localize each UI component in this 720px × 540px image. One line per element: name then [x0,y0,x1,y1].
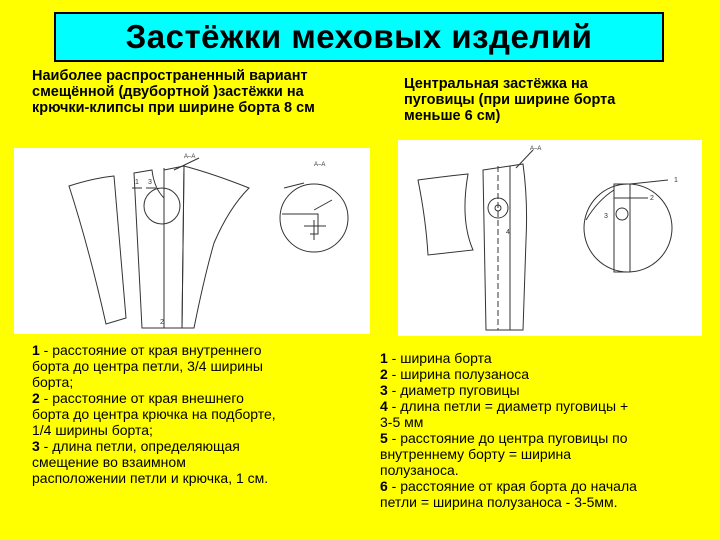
left-pattern-figure [14,148,370,334]
caption-line [380,462,637,478]
right-subtitle-line: пуговицы (при ширине борта [404,92,616,108]
caption-text: - длина петли, определяющая [39,438,240,454]
caption-text: - расстояние от края внутреннего [39,342,262,358]
caption-line [380,350,637,366]
callout-number: 2 [160,319,164,326]
caption-line [32,358,276,374]
section-detail-circle [584,184,672,272]
caption-line [32,390,276,406]
caption-text: полузаноса. [380,462,459,478]
detail-circle [144,188,180,224]
section-label: А–А [314,162,326,168]
right-pattern-figure [398,140,702,336]
caption-number: 4 [380,398,388,414]
caption-number: 3 [380,382,388,398]
caption-number: 5 [380,430,388,446]
section-label: А–А [184,154,196,160]
callout-number: 1 [674,177,678,184]
left-caption [32,342,276,486]
caption-line [32,454,276,470]
caption-text: петли = ширина полузаноса - 3-5мм. [380,494,618,510]
front-panel-shape [69,176,126,324]
right-caption [380,350,637,510]
caption-line [380,494,637,510]
section-label: А–А [530,146,542,152]
page-title: Застёжки меховых изделий [125,18,593,55]
caption-text: - ширина полузаноса [387,366,530,382]
title-banner [54,12,664,62]
left-subtitle-line: Наиболее распространенный вариант [32,68,308,84]
callout-number: 4 [506,229,510,236]
caption-line [380,398,637,414]
caption-line [380,478,637,494]
caption-line [380,366,637,382]
caption-line [32,406,276,422]
caption-text: - расстояние от края внешнего [39,390,244,406]
caption-text: - ширина борта [387,350,492,366]
right-subtitle-line: Центральная застёжка на [404,76,588,92]
caption-text: смещение во взаимном [32,454,186,470]
caption-text: - расстояние от края борта до начала [387,478,637,494]
callout-number: 1 [135,179,139,186]
caption-text: 3-5 мм [380,414,424,430]
caption-text: борта до центра петли, 3/4 ширины [32,358,263,374]
centre-front-shape [483,166,510,330]
caption-text: борта; [32,374,74,390]
left-subtitle-line: крючки-клипсы при ширине борта 8 см [32,100,315,116]
caption-number: 2 [32,390,40,406]
caption-number: 3 [32,438,40,454]
back-panel-shape [182,166,249,328]
caption-number: 2 [380,366,388,382]
caption-line [32,374,276,390]
caption-text: - расстояние до центра пуговицы по [387,430,628,446]
caption-number: 6 [380,478,388,494]
right-subtitle [404,76,615,124]
caption-line [380,382,637,398]
callout-number: 3 [604,213,608,220]
caption-text: - длина петли = диаметр пуговицы + [387,398,629,414]
caption-line [380,430,637,446]
front-panel-shape [418,174,473,255]
caption-text: внутреннему борту = ширина [380,446,572,462]
caption-line [380,446,637,462]
caption-line [32,422,276,438]
section-detail-circle [280,184,348,252]
caption-text: борта до центра крючка на подборте, [32,406,276,422]
caption-text: - диаметр пуговицы [387,382,520,398]
right-subtitle-line: меньше 6 см) [404,108,501,124]
left-subtitle [32,68,315,116]
left-pattern-drawing [14,148,370,334]
caption-line [32,470,276,486]
caption-line [32,438,276,454]
callout-number: 3 [148,179,152,186]
caption-line [380,414,637,430]
caption-number: 1 [32,342,40,358]
caption-number: 1 [380,350,388,366]
left-subtitle-line: смещённой (двубортной )застёжки на [32,84,304,100]
right-pattern-drawing [398,140,702,336]
caption-line [32,342,276,358]
caption-text: расположении петли и крючка, 1 см. [32,470,269,486]
callout-number: 2 [650,195,654,202]
caption-text: 1/4 ширины борта; [32,422,153,438]
